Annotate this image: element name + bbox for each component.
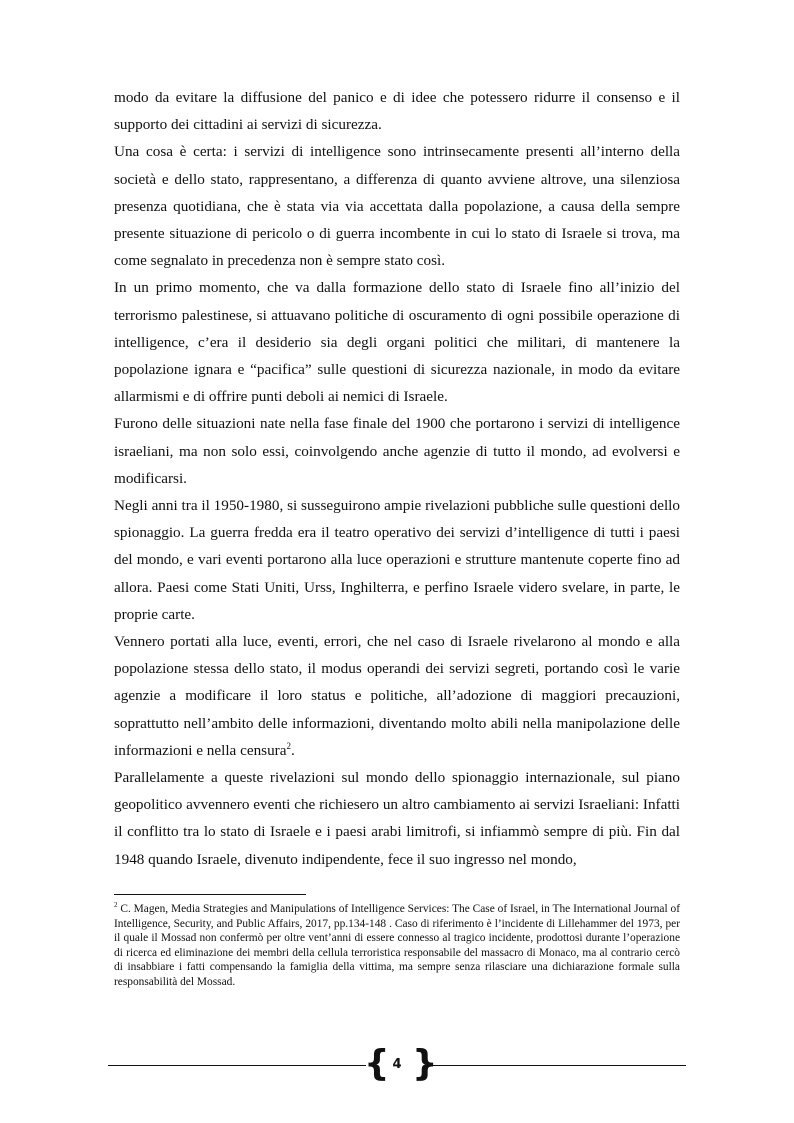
paragraph — [114, 628, 680, 764]
page-number: 4 — [392, 1057, 402, 1072]
paragraph-text: Vennero portati alla luce, eventi, errori, che nel caso di Israele rivelarono al mondo e alla popolazione stessa dello stato, il modus operandi dei servizi segreti, portando così le varie agenzie a modificare il loro status e politiche, all’adozione di maggiori precauzioni, soprattutto nell’ambito delle informazioni, diventando molto abili nella manipolazione delle informazioni e nella censura — [114, 633, 680, 759]
footer-rule-right — [428, 1065, 686, 1066]
paragraph: Negli anni tra il 1950-1980, si susseguirono ampie rivelazioni pubbliche sulle questioni dello spionaggio. La guerra fredda era il teatro operativo dei servizi d’intelligence di tutti i paesi del mondo, e vari eventi portarono alla luce operazioni e strutture mantenute coperte fino ad allora. Paesi come Stati Uniti, Urss, Inghilterra, e perfino Israele videro svelare, in parte, le proprie carte. — [114, 497, 680, 623]
footnote-text: C. Magen, Media Strategies and Manipulations of Intelligence Services: The Case of Israel, in The International Journal of Intelligence, Security, and Public Affairs, 2017, pp.134-148 . Caso di riferimento è l’incidente di Lillehammer del 1973, per il quale il Mossad non confermò per oltre vent’anni di essere connesso al tragico incidente, prodottosi durante l’operazione di ricerca ed eliminazione dei membri della cellula terroristica responsabile del massacro di Monaco, ma al contrario cercò di insabbiare i fatti compensando la famiglia della vittima, ma sempre senza rilasciare una dichiarazione formale sulla responsabilità del Mossad. — [114, 903, 680, 988]
paragraph: modo da evitare la diffusione del panico e di idee che potessero ridurre il consenso e il supporto dei cittadini ai servizi di sicurezza. — [114, 89, 680, 134]
footnote-separator — [114, 894, 306, 895]
paragraph: Parallelamente a queste rivelazioni sul mondo dello spionaggio internazionale, sul piano geopolitico avvennero eventi che richiesero un altro cambiamento ai servizi Israeliani: Infatti il conflitto tra lo stato di Israele e i paesi arabi limitrofi, si infiammò sempre di più. Fin dal 1948 quando Israele, divenuto indipendente, fece il suo ingresso nel mondo, — [114, 769, 680, 868]
footnote-reference[interactable]: 2 — [286, 740, 291, 751]
paragraph-end-punctuation: . — [290, 741, 295, 759]
right-brace-icon: } — [412, 1043, 438, 1084]
footnote-number: 2 — [114, 901, 118, 910]
left-brace-icon: { — [364, 1043, 390, 1084]
body-text — [114, 84, 680, 873]
paragraph: Furono delle situazioni nate nella fase finale del 1900 che portarono i servizi di intelligence israeliani, ma non solo essi, coinvolgendo anche agenzie di tutto il mondo, ad evolversi e modificarsi. — [114, 415, 680, 487]
footer-rule-left — [108, 1065, 366, 1066]
paragraph: Una cosa è certa: i servizi di intelligence sono intrinsecamente presenti all’interno della società e dello stato, rappresentano, a differenza di quanto avviene altrove, una silenziosa presenza quotidiana, che è stata via via accettata dalla popolazione, a causa della sempre presente situazione di pericolo o di guerra incombente in cui lo stato di Israele si trova, ma come segnalato in precedenza non è sempre stato così. — [114, 143, 680, 270]
paragraph: In un primo momento, che va dalla formazione dello stato di Israele fino all’inizio del terrorismo palestinese, si attuavano politiche di oscuramento di ogni possibile operazione di intelligence, c’era il desiderio sia degli organi politici che militari, di mantenere la popolazione ignara e “pacifica” sulle questioni di sicurezza nazionale, in modo da evitare allarmismi e di offrire punti deboli ai nemici di Israele. — [114, 279, 680, 406]
footnote — [114, 902, 680, 990]
page-footer — [108, 1043, 686, 1084]
